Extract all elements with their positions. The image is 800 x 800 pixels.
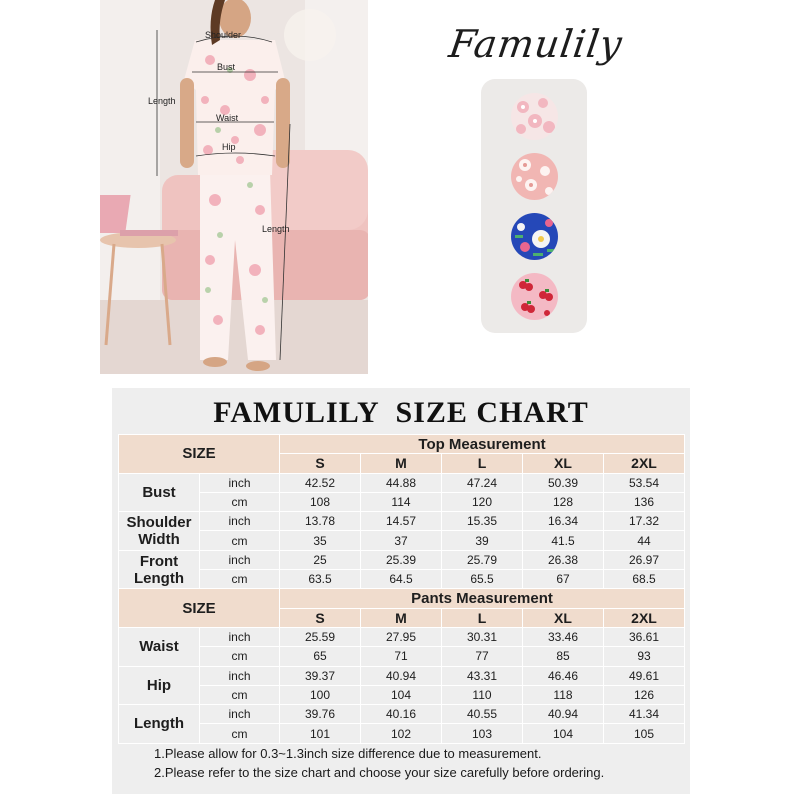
table-cell: 35 bbox=[280, 531, 361, 550]
size-header: SIZE bbox=[119, 435, 280, 474]
unit-label: inch bbox=[200, 512, 280, 531]
table-cell: 63.5 bbox=[280, 570, 361, 589]
swatch-pink-white-floral[interactable] bbox=[511, 153, 558, 200]
table-cell: 65.5 bbox=[442, 570, 523, 589]
waist-label: Waist bbox=[216, 113, 239, 123]
size-header: SIZE bbox=[119, 589, 280, 628]
table-cell: 64.5 bbox=[361, 570, 442, 589]
unit-label: inch bbox=[200, 550, 280, 569]
table-cell: 13.78 bbox=[280, 512, 361, 531]
table-cell: 65 bbox=[280, 647, 361, 666]
table-cell: 27.95 bbox=[361, 627, 442, 646]
table-row bbox=[119, 473, 685, 492]
table-cell: 77 bbox=[442, 647, 523, 666]
table-cell: 40.94 bbox=[523, 705, 604, 724]
table-cell: 85 bbox=[523, 647, 604, 666]
table-cell: 49.61 bbox=[604, 666, 685, 685]
table-cell: 41.5 bbox=[523, 531, 604, 550]
table-row bbox=[119, 647, 685, 666]
top-header-row bbox=[119, 435, 685, 454]
size-col-header: M bbox=[361, 454, 442, 473]
table-cell: 128 bbox=[523, 492, 604, 511]
size-chart bbox=[112, 388, 690, 794]
unit-label: cm bbox=[200, 724, 280, 743]
shoulder-label: Shoulder bbox=[205, 30, 242, 40]
table-row bbox=[119, 685, 685, 704]
table-row bbox=[119, 627, 685, 646]
size-col-header: 2XL bbox=[604, 454, 685, 473]
table-cell: 42.52 bbox=[280, 473, 361, 492]
table-cell: 118 bbox=[523, 685, 604, 704]
size-col-header: M bbox=[361, 608, 442, 627]
size-col-header: S bbox=[280, 454, 361, 473]
size-col-header: XL bbox=[523, 608, 604, 627]
table-row bbox=[119, 666, 685, 685]
table-cell: 120 bbox=[442, 492, 523, 511]
table-cell: 16.34 bbox=[523, 512, 604, 531]
table-cell: 44 bbox=[604, 531, 685, 550]
unit-label: cm bbox=[200, 531, 280, 550]
table-cell: 44.88 bbox=[361, 473, 442, 492]
unit-label: cm bbox=[200, 570, 280, 589]
table-cell: 93 bbox=[604, 647, 685, 666]
pants-header-row bbox=[119, 589, 685, 608]
row-label-shoulder-width: Shoulder Width bbox=[119, 512, 200, 551]
row-label-hip: Hip bbox=[119, 666, 200, 705]
top-measurement-heading: Top Measurement bbox=[280, 435, 685, 454]
bust-label: Bust bbox=[217, 62, 236, 72]
row-label-length: Length bbox=[119, 705, 200, 744]
table-cell: 108 bbox=[280, 492, 361, 511]
table-cell: 104 bbox=[523, 724, 604, 743]
table-cell: 33.46 bbox=[523, 627, 604, 646]
color-swatch-panel bbox=[481, 79, 587, 333]
table-cell: 103 bbox=[442, 724, 523, 743]
table-cell: 41.34 bbox=[604, 705, 685, 724]
table-cell: 40.16 bbox=[361, 705, 442, 724]
table-cell: 104 bbox=[361, 685, 442, 704]
hip-label: Hip bbox=[222, 142, 236, 152]
table-cell: 46.46 bbox=[523, 666, 604, 685]
table-cell: 126 bbox=[604, 685, 685, 704]
table-cell: 25 bbox=[280, 550, 361, 569]
table-cell: 53.54 bbox=[604, 473, 685, 492]
table-cell: 26.38 bbox=[523, 550, 604, 569]
table-cell: 50.39 bbox=[523, 473, 604, 492]
unit-label: inch bbox=[200, 473, 280, 492]
table-cell: 68.5 bbox=[604, 570, 685, 589]
unit-label: cm bbox=[200, 685, 280, 704]
size-col-header: 2XL bbox=[604, 608, 685, 627]
pants-measurement-heading: Pants Measurement bbox=[280, 589, 685, 608]
size-col-header: L bbox=[442, 454, 523, 473]
table-cell: 101 bbox=[280, 724, 361, 743]
product-photo bbox=[100, 0, 368, 374]
row-label-waist: Waist bbox=[119, 627, 200, 666]
table-cell: 67 bbox=[523, 570, 604, 589]
table-cell: 40.55 bbox=[442, 705, 523, 724]
table-cell: 17.32 bbox=[604, 512, 685, 531]
unit-label: inch bbox=[200, 705, 280, 724]
note-1: 1.Please allow for 0.3~1.3inch size difference due to measurement. bbox=[154, 746, 542, 761]
table-row bbox=[119, 570, 685, 589]
table-row bbox=[119, 492, 685, 511]
note-2: 2.Please refer to the size chart and choose your size carefully before ordering. bbox=[154, 765, 605, 780]
table-cell: 39 bbox=[442, 531, 523, 550]
table-cell: 105 bbox=[604, 724, 685, 743]
unit-label: inch bbox=[200, 666, 280, 685]
table-row bbox=[119, 724, 685, 743]
table-row bbox=[119, 705, 685, 724]
table-row bbox=[119, 512, 685, 531]
table-cell: 30.31 bbox=[442, 627, 523, 646]
table-row bbox=[119, 531, 685, 550]
table-cell: 114 bbox=[361, 492, 442, 511]
table-cell: 15.35 bbox=[442, 512, 523, 531]
row-label-front-length: Front Length bbox=[119, 550, 200, 589]
swatch-white-pink-floral[interactable] bbox=[511, 93, 558, 140]
table-cell: 39.76 bbox=[280, 705, 361, 724]
top-length-label: Length bbox=[148, 96, 176, 106]
table-cell: 100 bbox=[280, 685, 361, 704]
table-cell: 25.79 bbox=[442, 550, 523, 569]
size-col-header: XL bbox=[523, 454, 604, 473]
swatch-blue-floral[interactable] bbox=[511, 213, 558, 260]
table-cell: 25.39 bbox=[361, 550, 442, 569]
table-cell: 43.31 bbox=[442, 666, 523, 685]
chart-title: FAMULILY SIZE CHART bbox=[213, 396, 589, 429]
table-cell: 39.37 bbox=[280, 666, 361, 685]
table-cell: 110 bbox=[442, 685, 523, 704]
pants-length-label: Length bbox=[262, 224, 290, 234]
table-cell: 37 bbox=[361, 531, 442, 550]
brand-logo: Famulily bbox=[446, 22, 626, 66]
table-cell: 26.97 bbox=[604, 550, 685, 569]
table-cell: 25.59 bbox=[280, 627, 361, 646]
unit-label: cm bbox=[200, 647, 280, 666]
size-col-header: L bbox=[442, 608, 523, 627]
table-cell: 136 bbox=[604, 492, 685, 511]
table-cell: 71 bbox=[361, 647, 442, 666]
table-cell: 102 bbox=[361, 724, 442, 743]
table-cell: 36.61 bbox=[604, 627, 685, 646]
row-label-bust: Bust bbox=[119, 473, 200, 512]
table-cell: 40.94 bbox=[361, 666, 442, 685]
table-row bbox=[119, 550, 685, 569]
table-cell: 14.57 bbox=[361, 512, 442, 531]
size-notes bbox=[154, 744, 604, 782]
unit-label: inch bbox=[200, 627, 280, 646]
unit-label: cm bbox=[200, 492, 280, 511]
size-col-header: S bbox=[280, 608, 361, 627]
table-cell: 47.24 bbox=[442, 473, 523, 492]
swatch-pink-cherry[interactable] bbox=[511, 273, 558, 320]
size-table bbox=[118, 434, 685, 744]
